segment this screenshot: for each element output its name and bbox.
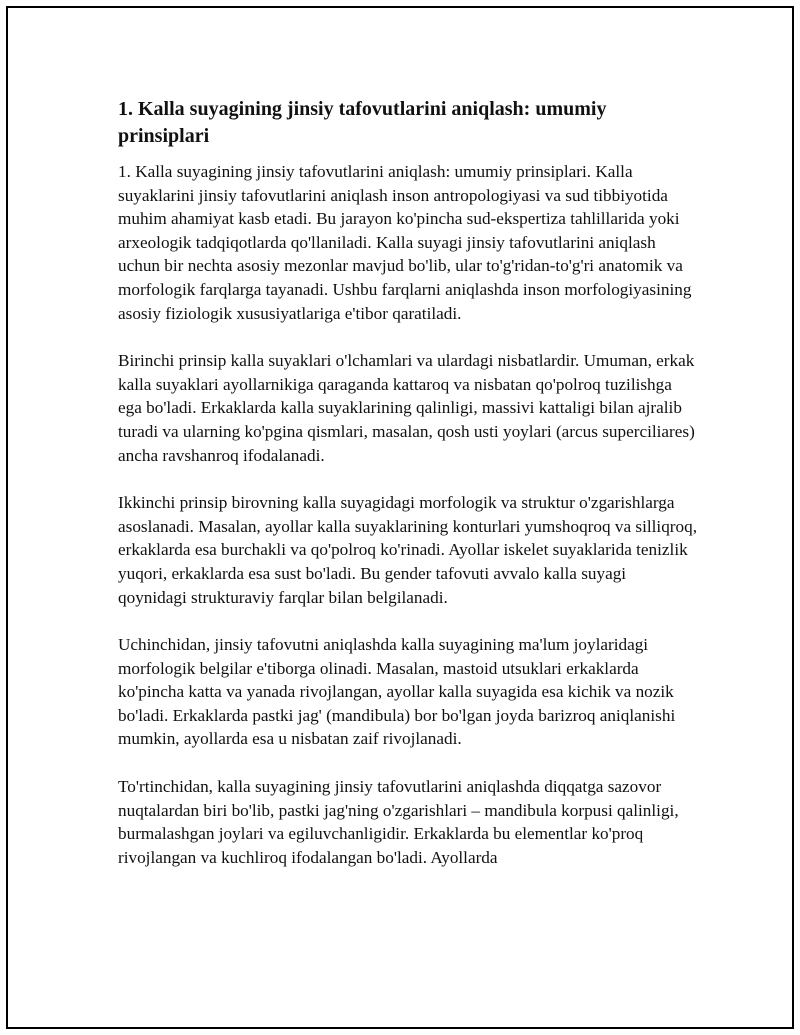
section-heading: 1. Kalla suyagining jinsiy tafovutlarini aniqlash: umumiy prinsiplari <box>118 98 607 147</box>
paragraph-first-principle: Birinchi prinsip kalla suyaklari o'lchamlari va ulardagi nisbatlardir. Umuman, erkak kalla suyaklari ayollarnikiga qaraganda kattaroq va nisbatan qo'polroq tuzilishga ega bo'ladi. Erkaklarda kalla suyaklarining qalinligi, massivi kattaligi bilan ajralib turadi va ularning ko'pgina qismlari, masalan, qosh usti yoylari (arcus superciliares) ancha ravshanroq ifodalanadi. <box>118 351 695 465</box>
paragraph-third-principle: Uchinchidan, jinsiy tafovutni aniqlashda kalla suyagining ma'lum joylaridagi morfologik belgilar e'tiborga olinadi. Masalan, mastoid utsuklari erkaklarda ko'pincha katta va yanada rivojlangan, ayollar kalla suyagida esa kichik va nozik bo'ladi. Erkaklarda pastki jag' (mandibula) bor bo'lgan joyda barizroq aniqlanishi mumkin, ayollarda esa u nisbatan zaif rivojlanadi. <box>118 635 676 749</box>
paragraph-second-principle: Ikkinchi prinsip birovning kalla suyagidagi morfologik va struktur o'zgarishlarga asoslanadi. Masalan, ayollar kalla suyaklarining konturlari yumshoqroq va silliqroq, erkaklarda esa burchakli va qo'polroq ko'rinadi. Ayollar iskelet suyaklarida tenizlik yuqori, erkaklarda esa sust bo'ladi. Bu gender tafovuti avvalo kalla suyagi qoynidagi strukturaviy farqlar bilan belgilanadi. <box>118 493 697 607</box>
document-body <box>118 96 698 893</box>
document-page <box>6 6 794 1029</box>
paragraph-intro: 1. Kalla suyagining jinsiy tafovutlarini aniqlash: umumiy prinsiplari. Kalla suyaklarini jinsiy tafovutlarini aniqlash inson antropologiyasi va sud tibbiyotida muhim ahamiyat kasb etadi. Bu jarayon ko'pincha sud-ekspertiza tahlillarida yoki arxeologik tadqiqotlarda qo'llaniladi. Kalla suyagi jinsiy tafovutlarini aniqlash uchun bir nechta asosiy mezonlar mavjud bo'lib, ular to'g'ridan-to'g'ri anatomik va morfologik farqlarga tayanadi. Ushbu farqlarni aniqlashda inson morfologiyasining asosiy fiziologik xususiyatlariga e'tibor qaratiladi. <box>118 162 692 323</box>
paragraph-fourth-principle: To'rtinchidan, kalla suyagining jinsiy tafovutlarini aniqlashda diqqatga sazovor nuqtalardan biri bo'lib, pastki jag'ning o'zgarishlari – mandibula korpusi qalinligi, burmalashgan joylari va egiluvchanligidir. Erkaklarda bu elementlar ko'proq rivojlangan va kuchliroq ifodalangan bo'ladi. Ayollarda <box>118 777 679 867</box>
